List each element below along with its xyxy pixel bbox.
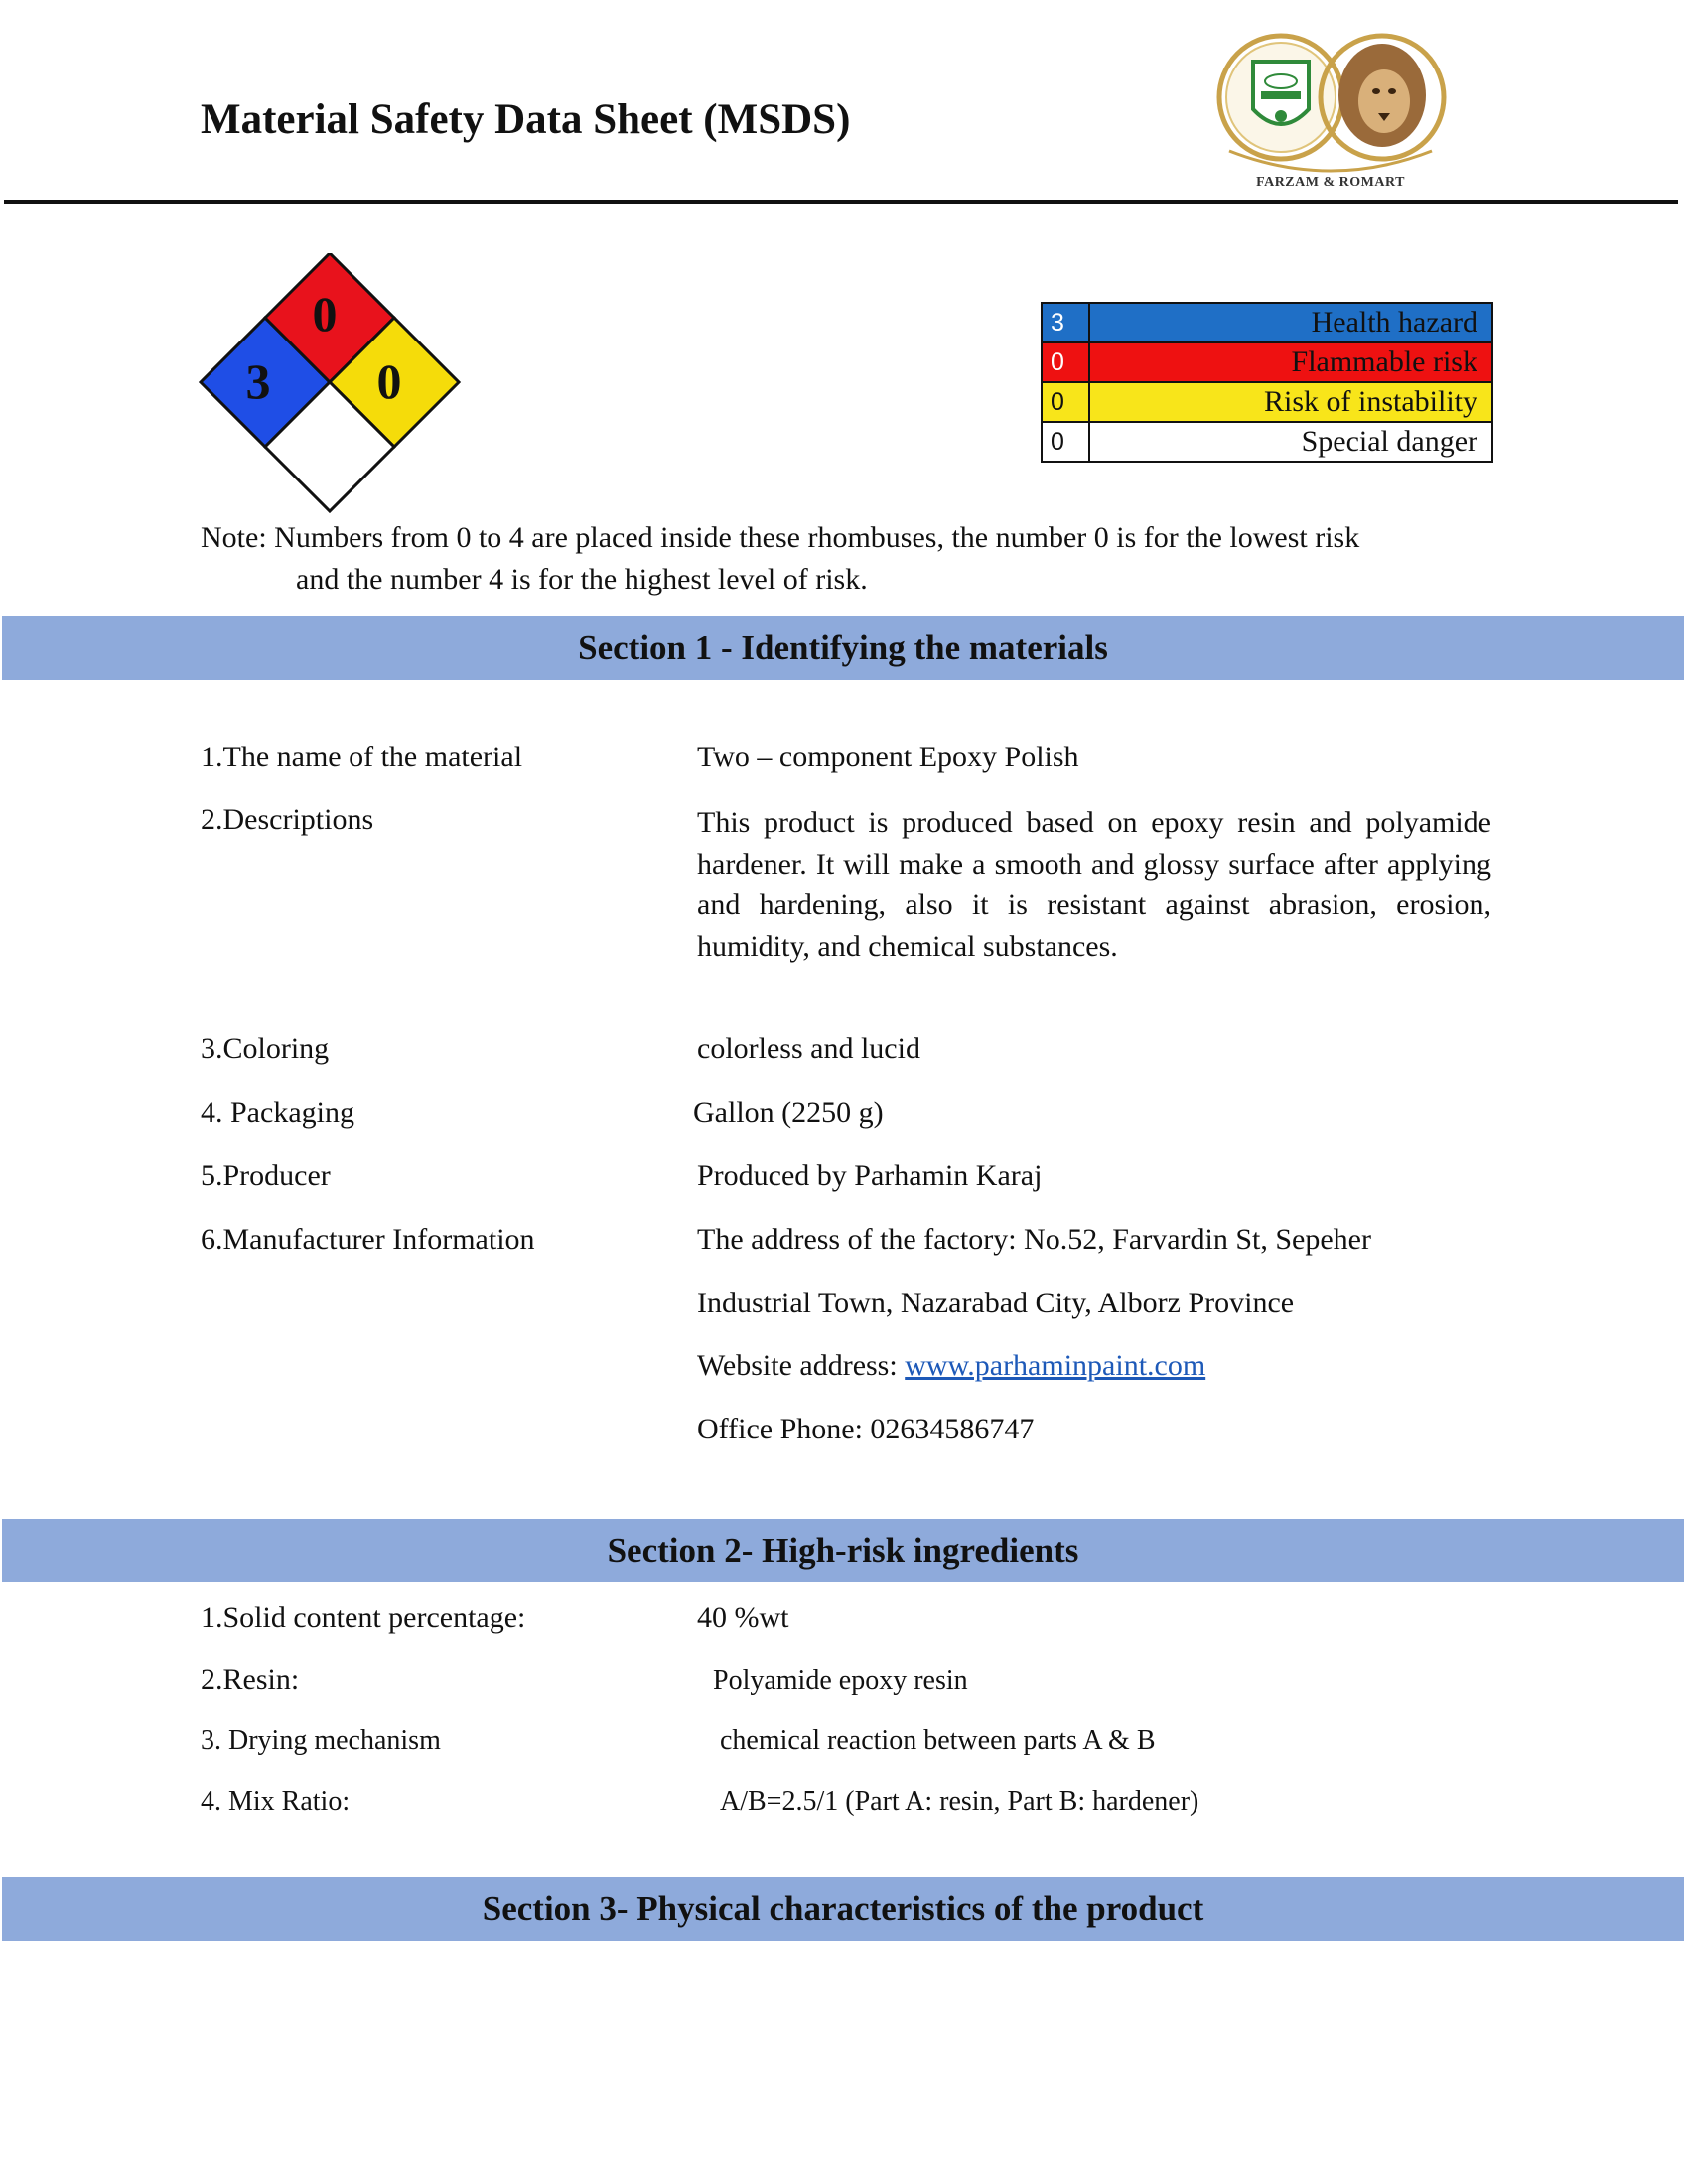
hazard-label: Health hazard [1089,303,1492,342]
hazard-legend-table [1041,302,1493,463]
header-divider [4,200,1678,204]
rating-note [201,517,1511,601]
logo-caption: FARZAM & ROMART [1256,175,1405,190]
drying-mechanism-label: 3. Drying mechanism [201,1725,441,1756]
coloring-value: colorless and lucid [697,1032,920,1065]
rating-note-line-1: Note: Numbers from 0 to 4 are placed inside these rhombuses, the number 0 is for the lowest risk [201,521,1360,554]
nfpa-flammability-value: 0 [312,286,338,341]
hazard-rating-value: 0 [1042,342,1089,382]
section-3-header: Section 3- Physical characteristics of the product [2,1877,1684,1941]
nfpa-hazard-diamond [189,253,467,521]
solid-content-label: 1.Solid content percentage: [201,1601,526,1634]
drying-mechanism-value: chemical reaction between parts A & B [720,1725,1156,1756]
hazard-label: Special danger [1089,422,1492,462]
hazard-rating-value: 3 [1042,303,1089,342]
company-logo [1201,22,1460,201]
nfpa-health-value: 3 [245,353,271,409]
mix-ratio-label: 4. Mix Ratio: [201,1786,351,1817]
document-title: Material Safety Data Sheet (MSDS) [201,96,851,143]
description-value: This product is produced based on epoxy resin and polyamide hardener. It will make a smooth and glossy surface after applying and hardening, also it is resistant against abrasion, erosion, humidity, and chemical substances. [697,806,1491,963]
website-link[interactable]: www.parhaminpaint.com [905,1349,1206,1382]
solid-content-value: 40 %wt [697,1601,789,1634]
office-phone: Office Phone: 02634586747 [697,1413,1035,1445]
hazard-row [1042,303,1492,342]
producer-label: 5.Producer [201,1160,331,1192]
packaging-label: 4. Packaging [201,1096,354,1129]
rating-note-line-2: and the number 4 is for the highest level of risk. [296,563,868,596]
material-name-label: 1.The name of the material [201,741,523,773]
manufacturer-address-line-1: The address of the factory: No.52, Farvardin St, Sepeher [697,1223,1371,1256]
resin-value: Polyamide epoxy resin [713,1665,968,1696]
manufacturer-label: 6.Manufacturer Information [201,1223,535,1256]
hazard-rating-value: 0 [1042,422,1089,462]
packaging-value: Gallon (2250 g) [693,1096,884,1129]
hazard-row [1042,382,1492,422]
resin-label: 2.Resin: [201,1663,300,1696]
section-2-header: Section 2- High-risk ingredients [2,1519,1684,1582]
hazard-rating-value: 0 [1042,382,1089,422]
producer-value: Produced by Parhamin Karaj [697,1160,1043,1192]
mix-ratio-value: A/B=2.5/1 (Part A: resin, Part B: hardener) [720,1786,1199,1817]
website-line [697,1349,1205,1383]
manufacturer-address-line-2: Industrial Town, Nazarabad City, Alborz Province [697,1287,1295,1319]
hazard-label: Risk of instability [1089,382,1492,422]
website-prefix: Website address: [697,1349,906,1382]
hazard-row [1042,422,1492,462]
hazard-row [1042,342,1492,382]
description-label: 2.Descriptions [201,803,374,836]
coloring-label: 3.Coloring [201,1032,330,1065]
hazard-label: Flammable risk [1089,342,1492,382]
nfpa-instability-value: 0 [376,353,402,409]
material-name-value: Two – component Epoxy Polish [697,741,1079,773]
section-1-header: Section 1 - Identifying the materials [2,616,1684,680]
